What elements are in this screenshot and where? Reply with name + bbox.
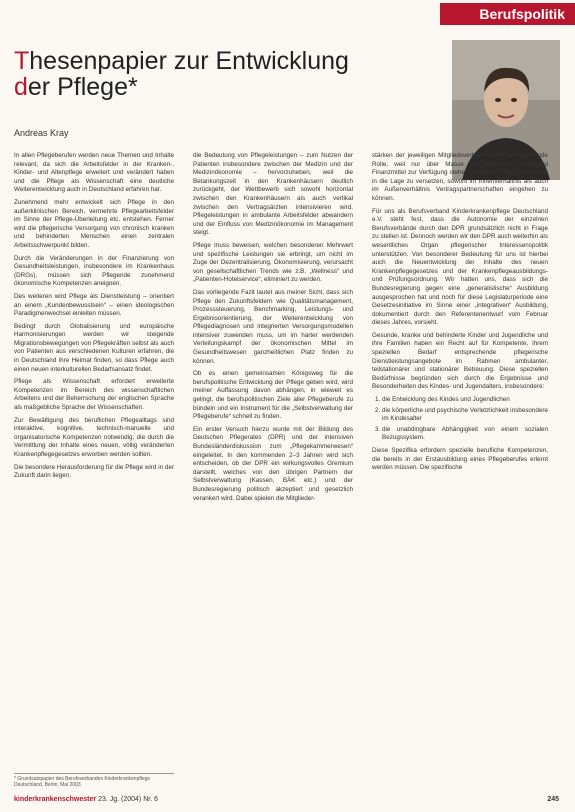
title-initial-2: d [14, 73, 28, 101]
paragraph: In allen Pflegeberufen werden neue Themen und Inhalte relevant, da sich die Arbeitsfelder in der Kranken-, Kinder- und Altenpflege erweitert und verändert haben und die Pflege als Wissenschaft eine deutliche Weiterentwicklung auch in Deutschland erfahren hat. [14, 152, 174, 194]
column-1 [14, 152, 174, 485]
issue-info: 23. Jg. (2004) Nr. 6 [98, 796, 158, 803]
paragraph: Zur Bewältigung des beruflichen Pflegealltags sind interaktive, kognitive, technisch-manuelle und organisatorische Kompetenzen notwendig, die durch die Vermittlung der Inhalte eines neuen, völlig veränderten Krankenpflegegesetzes erworben werden sollten. [14, 416, 174, 458]
list-item: 3. die unabdingbare Abhängigkeit von einem sozialen Bezugssystem. [382, 426, 548, 443]
paragraph: Des weiteren wird Pflege als Dienstleistung – orientiert an einem „Kundenbewusstsein“ – einen ideologischen Paradigmenwechsel einleiten müssen. [14, 292, 174, 318]
paragraph: Gesunde, kranke und behinderte Kinder und Jugendliche und ihre Familien haben ein Recht auf für Kompetente, ihrem speziellen Bedarf entsprechende pflegerische Dienstleistungsangebote im Rahmen ambulanter, teilstationärer und stationärer Betreuung. Diese speziellen Bedürfnisse begründen sich durch die Ergebnisse und Besonderheiten des Kindes- und Jugendalters, insbesondere: [372, 331, 548, 391]
title-text-2: er Pflege* [27, 73, 138, 101]
paragraph: stärken der jeweiligen Mitgliedsverbände eine entscheidende Rolle, weil nur über Masse an Mitgliedern genügend Finanzmittel zur Verfügung stehen, um den DPR grundsätzlich in die Lage zu versetzen, sowohl im Innenverhältnis als auch im Außenverhältnis Vertragspartnerschaften eingehen zu können. [372, 152, 548, 202]
list-item: 2. die körperliche und psychische Verletzlichkeit insbesondere im Kindesalter [382, 407, 548, 424]
title-initial-1: T [14, 47, 30, 75]
author-byline: Andreas Kray [14, 128, 69, 138]
article-title [14, 48, 394, 100]
paragraph: Die besondere Herausforderung für die Pflege wird in der Zukunft darin liegen, [14, 463, 174, 480]
footnote: * Grundsatzpapier des Berufsverbandes Kinderkrankenpflege Deutschland, Berlin, Mai 2003 [14, 773, 174, 788]
paragraph: Pflege als Wissenschaft erfordert erweiterte Kompetenzen im Bereich des wissenschaftlichen Arbeitens und der Beherrschung der englischen Sprache als maßgebliche Sprache der Wissenschaften. [14, 378, 174, 412]
paragraph: Zunehmend mehr entwickelt sich Pflege in den außerklinischen Bereich, vermehrte Pflegearbeitsfelder im Sinne der Pflege-Überleitung etc. entstehen. Ferner wird die pflegerische Versorgung von chronisch kranken und behinderten Menschen einen zentralen Arbeitsschwerpunkt bilden. [14, 198, 174, 249]
list-item: 1. die Entwicklung des Kindes und Jugendlichen [382, 396, 548, 405]
paragraph: Das vorliegende Fazit lautet aus meiner Sicht, dass sich Pflege den Zukunftsfeldern wie Qualitätsmanagement, Prozesssteuerung, Benchmarking, Leistungs- und Ergebnisorientierung, der Weiterentwicklung von Pflegediagnosen und integrierten Versorgungsmodellen intensiver zuwenden muss, um im harter werdenden Verteilungskampf der ökonomischen Mittel im Gesundheitswesen ganzheitlichen Platz finden zu können. [193, 288, 353, 365]
paragraph: Ein erster Versuch hierzu wurde mit der Bildung des Deutschen Pflegerates (DPR) und der intensiven Bundesländerdiskussion zum „Pflegekammerwesen“ eingeleitet. In den kommenden 2–3 Jahren wird sich entscheiden, ob der DPR ein wirkungsvolles Gremium darstellt, welches von den übrigen Partnern der Selbstverwaltung (Kassen, BÄK etc.) und der Bundesregierung politisch akzeptiert und gesetzlich verankert wird. Dabei spielen die Mitglieder- [193, 425, 353, 502]
page-number: 245 [547, 796, 559, 803]
paragraph: Pflege muss beweisen, welchen besonderen Mehrwert und spezifische Leistungen sie erbringt, um nicht im Zuge der Dezentralisierung, Ökonomisierung, verursacht von gesellschaftlichen Trends wie z.B. „Wellness“ und „Patienten-Hotelservice“, eliminiert zu werden. [193, 241, 353, 284]
paragraph: Bedingt durch Globalisierung und europäische Harmonisierungen werden wir steigende Migrationsbewegungen von Pflegekräften selbst als auch von Patienten aus verschiedenen Kulturen erfahren, die in Deutschland ihre Heimat finden, so dass Pflege auch einen neuen interkulturellen Bedarfsansatz findet. [14, 322, 174, 373]
page-footer [14, 796, 559, 808]
paragraph: Ob es einen gemeinsamen Königsweg für die berufspolitische Entwicklung der Pflege geben wird, wird meiner Auffassung davon abhängen, in wieweit es gelingt, die berufspolitischen Ziele aller Pflegeberufe zu bündeln und ein Instrument für die „Selbstverwaltung der Pflegeberufe“ schnell zu finden. [193, 370, 353, 421]
paragraph: Diese Spezifika erfordern spezielle berufliche Kompetenzen, die bereits in der Erstausbildung eines Pflegeberufes erlernt werden müssen. Die spezifische [372, 447, 548, 472]
section-banner: Berufspolitik [440, 3, 575, 25]
paragraph: die Bedeutung von Pflegeleistungen – zum Nutzen der Patienten insbesondere zwischen der Medizin und der Medizinökonomie – hervorzuheben, weil die Betankungszeit in den Krankenhäusern deutlich zurückgeht, der Wettbewerb sich sowohl horizontal zwischen den Krankenhäusern als auch vertikal zwischen den Vertragsärzten intensivieren wird. Pflegeleistungen in ambulante Arbeitsfelder abwandern und der Einfluss von Medizinökonomie im Management steigt. [193, 152, 353, 237]
column-2 [193, 152, 353, 507]
title-text-1: hesenpapier zur Entwicklung [29, 47, 349, 75]
paragraph: Durch die Veränderungen in der Finanzierung von Gesundheitsleistungen, insbesondere im Krankenhaus (DRGs), müssen sich Pflegende zunehmend ökonomische Kompetenzen aneignen. [14, 254, 174, 288]
paragraph: Für uns als Berufsverband Kinderkrankenpflege Deutschland e.V. steht fest, dass die Autonomie der einzelnen Berufsverbände durch den DPR grundsätzlich nicht in Frage zu stellen ist. Dennoch werden wir den DPR auch weiterhin als wesentliches Organ pflegerischer Interessenspolitik unterstützen. Von besonderer Bedeutung für uns ist hierbei auch die Neuentwicklung der Inhalte des neuen Krankenpflegegesetzes und der Krankenpflegeausbildungs- und Prüfungsordnung. Wir hatten uns, dass sich die Bundesregierung gegen eine „generalistische“ Ausbildung ausgesprochen hat und noch für diese Legislaturperiode eine Gesetzesinitiative im Sinne einer „integrativen“ Ausbildung, dokumentiert durch den Referentenentwurf vom Februar dieses Jahres, vorsieht. [372, 207, 548, 327]
publication-name: kinderkrankenschwester [14, 796, 97, 803]
column-3 [372, 152, 548, 477]
needs-list [372, 396, 548, 443]
